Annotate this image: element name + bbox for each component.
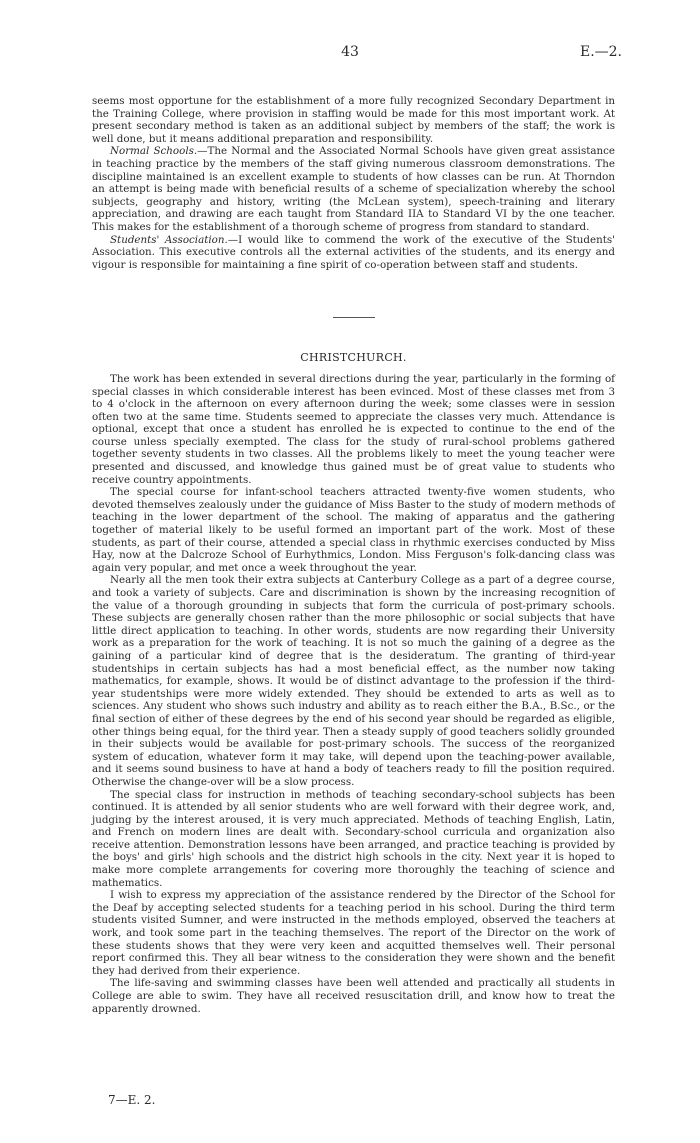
normal-schools-heading: Normal Schools. [110, 145, 198, 158]
paragraph: The life-saving and swimming classes have been well attended and practically all students in College are able to swim. They have all received resuscitation drill, and know how to treat the apparently drowned. [92, 977, 615, 1015]
paragraph-secondary-department: seems most opportune for the establishment of a more fully recognized Secondary Department in the Training College, where provision in staffing would be made for this most important work. At present secondary method is taken as an additional subject by members of the staff; the work is well done, but it means additional preparation and responsibility. [92, 95, 615, 145]
footer-signature: 7—E. 2. [108, 1093, 156, 1107]
section-divider [333, 317, 375, 318]
paragraph: Nearly all the men took their extra subjects at Canterbury College as a part of a degree course, and took a variety of subjects. Care and discrimination is shown by the increasing recognition of the value of a thorough grounding in subjects that form the curricula of post-primary schools. These subjects are generally chosen rather than the more philosophic or social subjects that have little direct application to teaching. In other words, students are now regarding their University work as a preparation for the work of teaching. It is not so much the gaining of a degree as the gaining of a particular kind of degree that is the desideratum. The granting of third-year studentships in certain subjects has had a most beneficial effect, as the number now taking mathematics, for example, shows. It would be of distinct advantage to the profession if the third-year studentships were more widely extended. They should be extended to arts as well as to sciences. Any student who shows such industry and ability as to reach either the B.A., B.Sc., or the final section of either of these degrees by the end of his second year should be regarded as eligible, other things being equal, for the third year. Then a steady supply of good teachers solidly grounded in their subjects would be available for post-primary schools. The success of the reorganized system of education, whatever form it may take, will depend upon the teaching-power available, and it seems sound business to have at hand a body of teachers ready to fill the position required. Otherwise the change-over will be a slow process. [92, 574, 615, 788]
page-number: 43 [341, 44, 359, 60]
document-body [92, 95, 615, 1015]
students-association-heading: Students' Association. [110, 233, 228, 246]
paragraph: The special class for instruction in methods of teaching secondary-school subjects has been continued. It is attended by all senior students who are well forward with their degree work, and, judging by the interest aroused, it is very much appreciated. Methods of teaching English, Latin, and French on modern lines are dealt with. Secondary-school curricula and organization also receive attention. Demonstration lessons have been arranged, and practice teaching is provided by the boys' and girls' high schools and the district high schools in the city. Next year it is hoped to make more complete arrangements for covering more thoroughly the teaching of science and mathematics. [92, 788, 615, 889]
students-association-text: —I would like to commend the work of the executive of the Students' Association. This executive controls all the external activities of the students, and its energy and vigour is responsible for maintaining a fine spirit of co-operation between staff and students. [92, 233, 615, 271]
paragraph: I wish to express my appreciation of the assistance rendered by the Director of the School for the Deaf by accepting selected students for a teaching period in his school. During the third term students visited Sumner, and were instructed in the methods employed, observed the teachers at work, and took some part in the teaching themselves. The report of the Director on the work of these students shows that they were very keen and acquitted themselves well. Their personal report confirmed this. They all bear witness to the consideration they were shown and the benefit they had derived from their experience. [92, 889, 615, 977]
normal-schools-text: —The Normal and the Associated Normal Schools have given great assistance in teaching practice by the members of the staff giving numerous classroom demonstrations. The discipline maintained is an excellent example to students of how classes can be run. At Thorndon an attempt is being made with beneficial results of a scheme of specialization whereby the school subjects, geography and history, writing (the McLean system), speech-training and literary appreciation, and drawing are each taught from Standard IIA to Standard VI by the one teacher. This makes for the establishment of a thorough scheme of progress from standard to standard. [92, 145, 615, 233]
section-title-christchurch: CHRISTCHURCH. [300, 351, 407, 365]
document-reference: E.—2. [579, 44, 622, 60]
paragraph-students-association [92, 234, 615, 272]
paragraph: The special course for infant-school teachers attracted twenty-five women students, who devoted themselves zealously under the guidance of Miss Baster to the study of modern methods of teaching in the lower department of the school. The making of apparatus and the gathering together of material likely to be useful formed an important part of the work. Most of these students, as part of their course, attended a special class in rhythmic exercises conducted by Miss Hay, now at the Dalcroze School of Eurhythmics, London. Miss Ferguson's folk-dancing class was again very popular, and met once a week throughout the year. [92, 486, 615, 574]
paragraph: The work has been extended in several directions during the year, particularly in the forming of special classes in which considerable interest has been evinced. Most of these classes met from 3 to 4 o'clock in the afternoon on every afternoon during the week; some classes were in session often two at the same time. Students seemed to appreciate the classes very much. Attendance is optional, except that once a student has enrolled he is expected to continue to the end of the course unless specially exempted. The class for the study of rural-school problems gathered together seventy students in two classes. All the problems likely to meet the young teacher were presented and discussed, and knowledge thus gained must be of great value to students who receive country appointments. [92, 372, 615, 486]
paragraph-normal-schools [92, 145, 615, 233]
